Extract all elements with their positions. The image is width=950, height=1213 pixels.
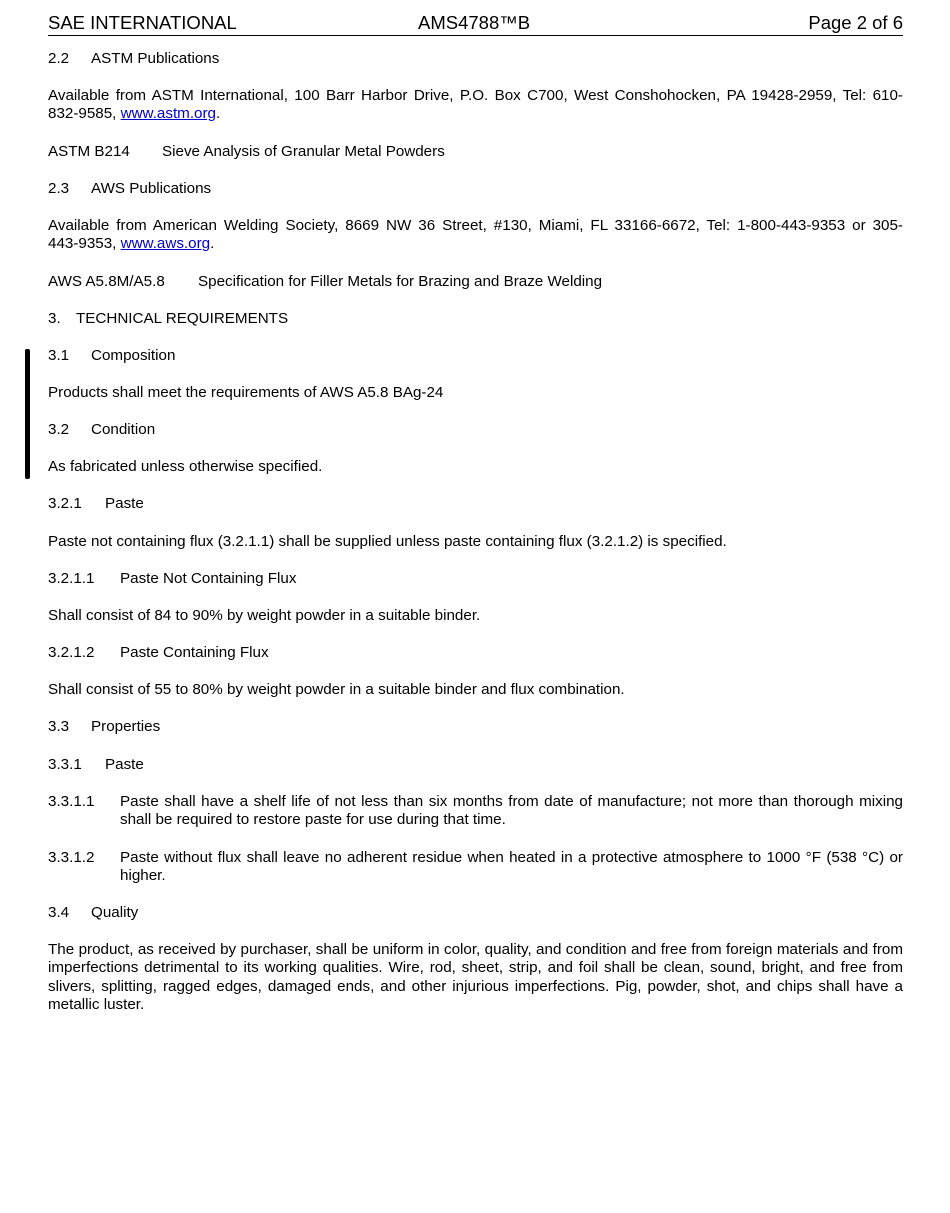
paste-no-flux-text: Shall consist of 84 to 90% by weight powder in a suitable binder. — [48, 607, 481, 624]
header-document-id: AMS4788™B — [418, 12, 531, 33]
page-header — [48, 13, 903, 36]
reference-aws-a5-8: AWS A5.8M/A5.8 Specification for Filler Metals for Brazing and Braze Welding — [48, 273, 603, 290]
paste-with-flux-text: Shall consist of 55 to 80% by weight powder in a suitable binder and flux combination. — [48, 681, 625, 698]
quality-paragraph: The product, as received by purchaser, shall be uniform in color, quality, and condition and free from foreign materials and from imperfections detrimental to its working qualities. Wire, rod, sheet, strip, and foil shall be clean, sound, bright, and free from slivers, splitting, ragged edges, damaged ends, and other injurious imperfections. Pig, powder, shot, and chips shall have a metallic luster. — [48, 941, 903, 1013]
residue-text: Paste without flux shall leave no adherent residue when heated in a protective atmosphere to 1000 °F (538 °C) or higher. — [120, 849, 903, 885]
shelf-life-text: Paste shall have a shelf life of not less than six months from date of manufacture; not more than thorough mixing shall be required to restore paste for use during that time. — [120, 793, 903, 829]
composition-text: Products shall meet the requirements of AWS A5.8 BAg-24 — [48, 384, 444, 401]
astm-website-link[interactable]: www.astm.org — [120, 105, 216, 123]
section-heading-2-3: 2.3 AWS Publications — [48, 180, 212, 197]
section-heading-3-2: 3.2 Condition — [48, 421, 156, 438]
aws-availability-paragraph: Available from American Welding Society, 8669 NW 36 Street, #130, Miami, FL 33166-6672, Tel: 1-800-443-9353 or 305- 443-9353, www.aws.org. — [48, 217, 903, 253]
reference-astm-b214: ASTM B214 Sieve Analysis of Granular Metal Powders — [48, 143, 445, 160]
section-heading-3-4: 3.4 Quality — [48, 904, 139, 921]
section-heading-2-2: 2.2 ASTM Publications — [48, 50, 220, 67]
section-heading-3-2-1-2: 3.2.1.2 Paste Containing Flux — [48, 644, 269, 661]
aws-website-link[interactable]: www.aws.org — [120, 235, 211, 253]
section-heading-3: 3. TECHNICAL REQUIREMENTS — [48, 310, 289, 327]
header-organization: SAE INTERNATIONAL — [48, 12, 237, 33]
header-page-number: Page 2 of 6 — [808, 12, 903, 33]
paste-text: Paste not containing flux (3.2.1.1) shall be supplied unless paste containing flux (3.2.1.2) is specified. — [48, 533, 727, 550]
section-heading-3-3-1: 3.3.1 Paste — [48, 756, 144, 773]
clause-3-3-1-2: 3.3.1.2 Paste without flux shall leave no adherent residue when heated in a protective atmosphere to 1000 °F (538 °C) or higher. — [48, 849, 903, 885]
section-heading-3-3: 3.3 Properties — [48, 718, 161, 735]
condition-text: As fabricated unless otherwise specified. — [48, 458, 323, 475]
astm-availability-paragraph: Available from ASTM International, 100 Barr Harbor Drive, P.O. Box C700, West Conshohocken, PA 19428-2959, Tel: 610- 832-9585, www.astm.org. — [48, 87, 903, 123]
clause-3-3-1-1: 3.3.1.1 Paste shall have a shelf life of not less than six months from date of manufacture; not more than thorough mixing shall be required to restore paste for use during that time. — [48, 793, 903, 829]
section-heading-3-2-1-1: 3.2.1.1 Paste Not Containing Flux — [48, 570, 297, 587]
section-heading-3-1: 3.1 Composition — [48, 347, 176, 364]
section-heading-3-2-1: 3.2.1 Paste — [48, 495, 144, 512]
revision-change-bar — [25, 349, 30, 479]
